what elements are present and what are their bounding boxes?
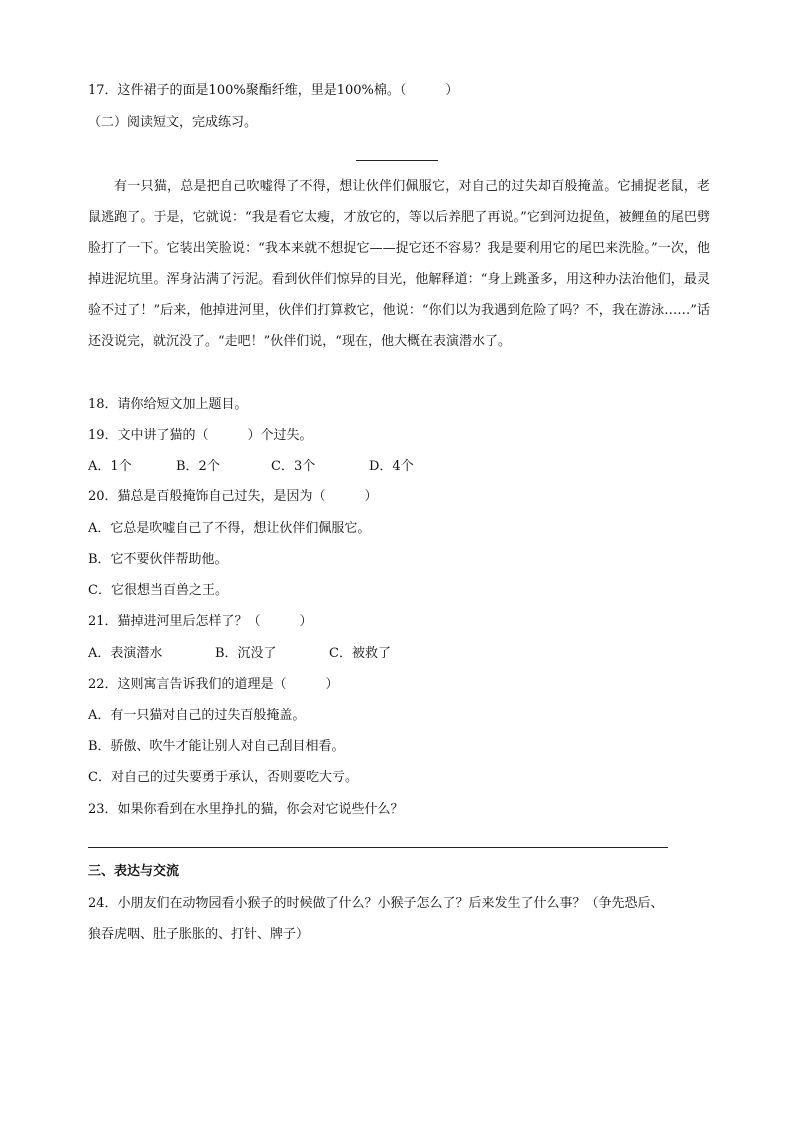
- question-22-option-b[interactable]: B．骄傲、吹牛才能让别人对自己刮目相看。: [88, 739, 345, 754]
- question-24-line-1: 24．小朋友们在动物园看小猴子的时候做了什么？小猴子怎么了？后来发生了什么事？（争先恐后、: [88, 896, 664, 911]
- question-20-option-b[interactable]: B．它不要伙伴帮助他。: [88, 552, 228, 567]
- option-b[interactable]: B．2个: [176, 459, 220, 474]
- question-20-option-c[interactable]: C．它很想当百兽之王。: [88, 583, 228, 598]
- question-21: 21．猫掉进河里后怎样了？（ ）: [88, 614, 313, 629]
- question-22: 22．这则寓言告诉我们的道理是（ ）: [88, 677, 339, 692]
- option-d[interactable]: D．4个: [369, 459, 414, 474]
- section-heading-expression: 三、表达与交流: [88, 864, 180, 879]
- question-19: 19．文中讲了猫的（ ）个过失。: [88, 428, 313, 443]
- question-24-line-2: 狼吞虎咽、肚子胀胀的、打针、牌子）: [88, 927, 310, 942]
- question-20: 20．猫总是百般掩饰自己过失，是因为（ ）: [88, 489, 378, 504]
- option-c[interactable]: C．3个: [271, 459, 316, 474]
- option-a[interactable]: A．1个: [88, 459, 132, 474]
- option-b[interactable]: B．沉没了: [215, 646, 277, 661]
- option-a[interactable]: A．表演潜水: [88, 646, 163, 661]
- question-23: 23．如果你看到在水里挣扎的猫，你会对它说些什么？: [88, 802, 404, 817]
- question-22-option-a[interactable]: A．有一只猫对自己的过失百般掩盖。: [88, 708, 306, 723]
- title-blank-line[interactable]: [356, 160, 438, 161]
- option-c[interactable]: C．被救了: [329, 646, 391, 661]
- answer-line[interactable]: [88, 847, 668, 848]
- question-20-option-a[interactable]: A．它总是吹嘘自己了不得，想让伙伴们佩服它。: [88, 521, 371, 536]
- question-17: 17．这件裙子的面是100%聚酯纤维，里是100%棉。（ ）: [88, 83, 459, 98]
- question-21-options: [88, 646, 391, 662]
- question-19-options: [88, 459, 414, 475]
- question-18: 18．请你给短文加上题目。: [88, 397, 248, 412]
- question-22-option-c[interactable]: C．对自己的过失要勇于承认，否则要吃大亏。: [88, 770, 358, 785]
- section-heading-reading: （二）阅读短文，完成练习。: [88, 115, 258, 130]
- reading-passage: 有一只猫，总是把自己吹嘘得了不得，想让伙伴们佩服它，对自己的过失却百般掩盖。它捕捉老鼠，老鼠逃跑了。于是，它就说：“我是看它太瘦，才放它的，等以后养肥了再说。”它到河边捉鱼，被鲤鱼的尾巴劈脸打了一下。它装出笑脸说：“我本来就不想捉它——捉它还不容易？我是要利用它的尾巴来洗脸。”一次，他掉进泥坑里。浑身沾满了污泥。看到伙伴们惊异的目光，他解释道：“身上跳蚤多，用这种办法治他们，最灵验不过了！”后来，他掉进河里，伙伴们打算救它，他说：“你们以为我遇到危险了吗？不，我在游泳……”话还没说完，就沉没了。“走吧！”伙伴们说，“现在，他大概在表演潜水了。: [88, 179, 710, 349]
